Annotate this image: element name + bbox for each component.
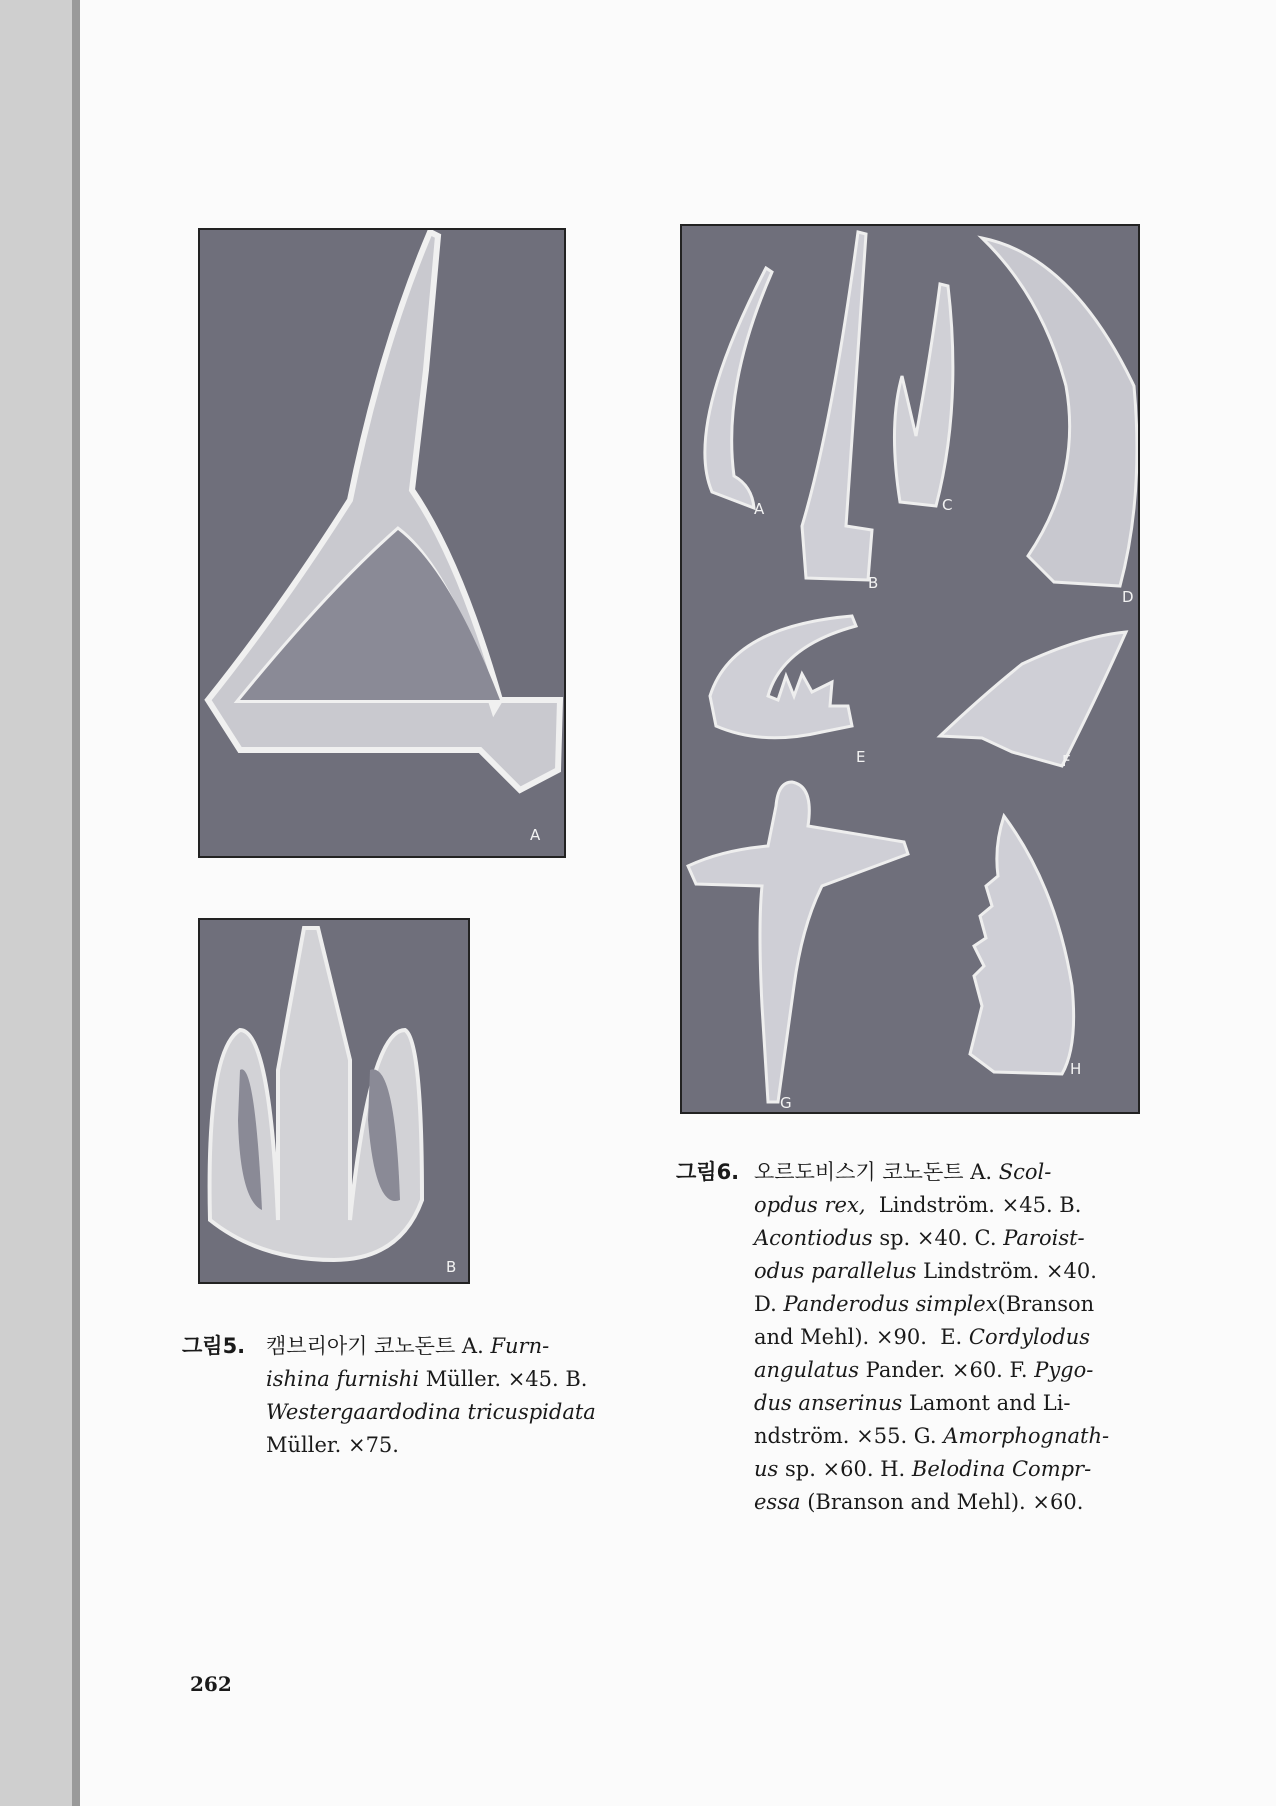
figure5-panel-a-photo xyxy=(198,228,566,858)
caption-line xyxy=(266,1396,596,1429)
caption-line xyxy=(266,1330,596,1363)
caption-line xyxy=(754,1288,1109,1321)
panel-letter-b: B xyxy=(446,1258,457,1276)
caption-line xyxy=(754,1486,1109,1519)
taxon-name: us xyxy=(754,1457,779,1481)
caption-line xyxy=(754,1453,1109,1486)
panel-letter-e: E xyxy=(856,748,866,766)
caption-text: Lindström. ×45. B. xyxy=(865,1193,1082,1217)
panel-letter-f: F xyxy=(1062,752,1071,770)
caption-line xyxy=(266,1429,596,1462)
caption-line xyxy=(754,1156,1109,1189)
taxon-name: Paroist- xyxy=(1003,1226,1085,1250)
panel-letter-a: A xyxy=(530,826,541,844)
taxon-name: Panderodus simplex xyxy=(783,1292,998,1316)
caption-line xyxy=(266,1363,596,1396)
taxon-name: Pygo- xyxy=(1034,1358,1094,1382)
figure6-plate-photo xyxy=(680,224,1140,1114)
figure5-caption-text xyxy=(266,1330,596,1462)
figure6-caption-text xyxy=(754,1156,1109,1519)
conodont-a-image xyxy=(200,230,564,856)
panel-letter-d: D xyxy=(1122,588,1134,606)
taxon-name: Belodina Compr- xyxy=(911,1457,1092,1481)
caption-text: sp. ×40. C. xyxy=(872,1226,1004,1250)
panel-letter-c: C xyxy=(942,496,953,514)
caption-text: D. xyxy=(754,1292,784,1316)
caption-line xyxy=(754,1222,1109,1255)
caption-text: ndström. ×55. G. xyxy=(754,1424,944,1448)
taxon-name: Acontiodus xyxy=(754,1226,873,1250)
caption-text: 오르도비스기 코노돈트 A. xyxy=(754,1160,999,1184)
taxon-name: essa xyxy=(754,1490,801,1514)
book-spine xyxy=(0,0,78,1806)
figure5-label: 그림5. xyxy=(182,1334,246,1358)
caption-line xyxy=(754,1189,1109,1222)
taxon-name: ishina furnishi xyxy=(266,1367,420,1391)
caption-text: sp. ×60. H. xyxy=(778,1457,912,1481)
taxon-name: odus parallelus xyxy=(754,1259,917,1283)
panel-letter-a: A xyxy=(754,500,765,518)
caption-text: (Branson and Mehl). ×60. xyxy=(800,1490,1084,1514)
panel-letter-b: B xyxy=(868,574,879,592)
taxon-name: angulatus xyxy=(754,1358,859,1382)
spine-edge xyxy=(72,0,80,1806)
caption-text: (Branson xyxy=(997,1292,1095,1316)
caption-line xyxy=(754,1354,1109,1387)
caption-text: Müller. ×45. B. xyxy=(419,1367,588,1391)
figure5-panel-b-photo xyxy=(198,918,470,1284)
caption-line xyxy=(754,1387,1109,1420)
taxon-name: dus anserinus xyxy=(754,1391,903,1415)
panel-letter-h: H xyxy=(1070,1060,1082,1078)
taxon-name: Westergaardodina tricuspidata xyxy=(266,1400,596,1424)
caption-text: Lamont and Li- xyxy=(902,1391,1071,1415)
taxon-name: opdus rex, xyxy=(754,1193,866,1217)
taxon-name: Furn- xyxy=(490,1334,550,1358)
taxon-name: Cordylodus xyxy=(968,1325,1091,1349)
figure6-label: 그림6. xyxy=(676,1160,740,1184)
page-number: 262 xyxy=(190,1672,232,1696)
panel-letter-g: G xyxy=(780,1094,792,1112)
conodonts-a-h-image xyxy=(682,226,1138,1112)
caption-line xyxy=(754,1255,1109,1288)
figure5-caption xyxy=(182,1330,642,1462)
caption-line xyxy=(754,1420,1109,1453)
caption-text: and Mehl). ×90. E. xyxy=(754,1325,969,1349)
caption-text: 캠브리아기 코노돈트 A. xyxy=(266,1334,491,1358)
caption-text: Müller. ×75. xyxy=(266,1433,399,1457)
conodont-b-image xyxy=(200,920,468,1282)
caption-text: Lindström. ×40. xyxy=(916,1259,1097,1283)
caption-line xyxy=(754,1321,1109,1354)
taxon-name: Scol- xyxy=(998,1160,1052,1184)
figure6-caption xyxy=(676,1156,1156,1519)
taxon-name: Amorphognath- xyxy=(943,1424,1110,1448)
caption-text: Pander. ×60. F. xyxy=(859,1358,1035,1382)
